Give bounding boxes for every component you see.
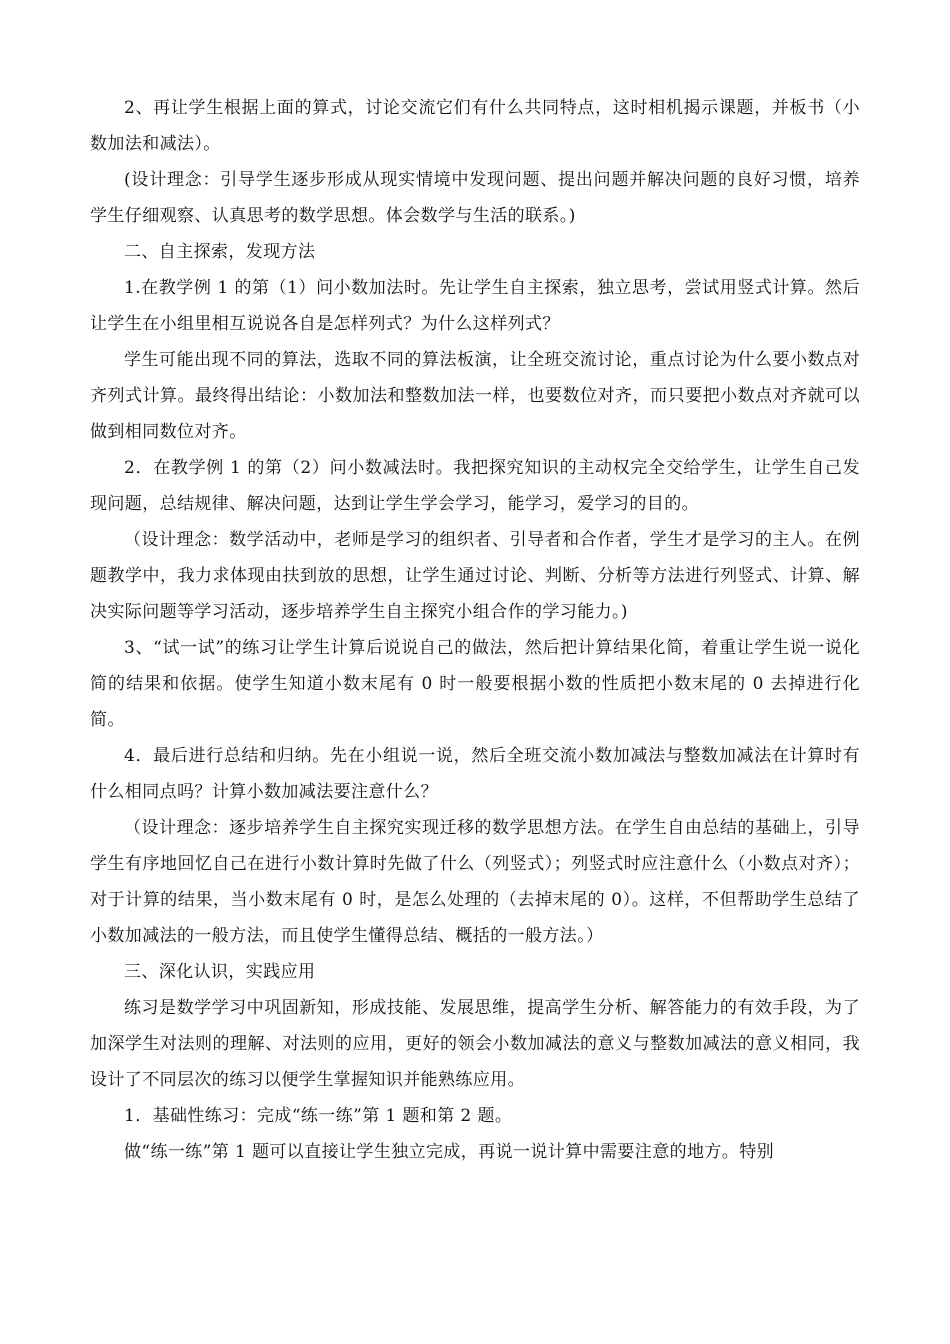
paragraph-summary-topic: 2、再让学生根据上面的算式，讨论交流它们有什么共同特点，这时相机揭示课题，并板书（小数加法和减法）。 xyxy=(90,98,860,154)
paragraph-design-note-3: （设计理念：逐步培养学生自主探究实现迁移的数学思想方法。在学生自由总结的基础上，引导学生有序地回忆自己在进行小数计算时先做了什么（列竖式）；列竖式时应注意什么（小数点对齐）；对于计算的结果，当小数末尾有 0 时，是怎么处理的（去掉末尾的 0）。这样，不但帮助学生总结了小数加减法的一般方法，而且使学生懂得总结、概括的一般方法。） xyxy=(90,818,860,946)
paragraph-student-methods: 学生可能出现不同的算法，选取不同的算法板演，让全班交流讨论，重点讨论为什么要小数点对齐列式计算。最终得出结论：小数加法和整数加法一样，也要数位对齐，而只要把小数点对齐就可以做到相同数位对齐。 xyxy=(90,350,860,442)
paragraph-design-note-1: (设计理念：引导学生逐步形成从现实情境中发现问题、提出问题并解决问题的良好习惯，培养学生仔细观察、认真思考的数学思想。体会数学与生活的联系。) xyxy=(90,170,860,226)
section-heading-2: 二、自主探索，发现方法 xyxy=(124,242,316,262)
paragraph-design-note-2: （设计理念：数学活动中，老师是学习的组织者、引导者和合作者，学生才是学习的主人。在例题教学中，我力求体现由扶到放的思想，让学生通过讨论、判断、分析等方法进行列竖式、计算、解决实际问题等学习活动，逐步培养学生自主探究小组合作的学习能力。) xyxy=(90,530,860,622)
paragraph-step-3: 3、“试一试”的练习让学生计算后说说自己的做法，然后把计算结果化简，着重让学生说一说化简的结果和依据。使学生知道小数末尾有 0 时一般要根据小数的性质把小数末尾的 0 去掉进行化简。 xyxy=(90,638,860,730)
section-heading-3: 三、深化认识，实践应用 xyxy=(124,962,316,982)
paragraph-step-2: 2．在教学例 1 的第（2）问小数减法时。我把探究知识的主动权完全交给学生，让学生自己发现问题，总结规律、解决问题，达到让学生学会学习，能学习，爱学习的目的。 xyxy=(90,458,860,514)
document-page xyxy=(90,90,860,1170)
paragraph-step-4: 4．最后进行总结和归纳。先在小组说一说，然后全班交流小数加减法与整数加减法在计算时有什么相同点吗？计算小数加减法要注意什么？ xyxy=(90,746,860,802)
paragraph-practice-intro: 练习是数学学习中巩固新知，形成技能、发展思维，提高学生分析、解答能力的有效手段，为了加深学生对法则的理解、对法则的应用，更好的领会小数加减法的意义与整数加减法的意义相同，我设计了不同层次的练习以便学生掌握知识并能熟练应用。 xyxy=(90,998,860,1090)
paragraph-practice-detail: 做“练一练”第 1 题可以直接让学生独立完成，再说一说计算中需要注意的地方。特别 xyxy=(124,1142,775,1162)
paragraph-step-1: 1.在教学例 1 的第（1）问小数加法时。先让学生自主探索，独立思考，尝试用竖式计算。然后让学生在小组里相互说说各自是怎样列式？为什么这样列式？ xyxy=(90,278,860,334)
paragraph-basic-practice: 1．基础性练习：完成“练一练”第 1 题和第 2 题。 xyxy=(124,1106,513,1126)
